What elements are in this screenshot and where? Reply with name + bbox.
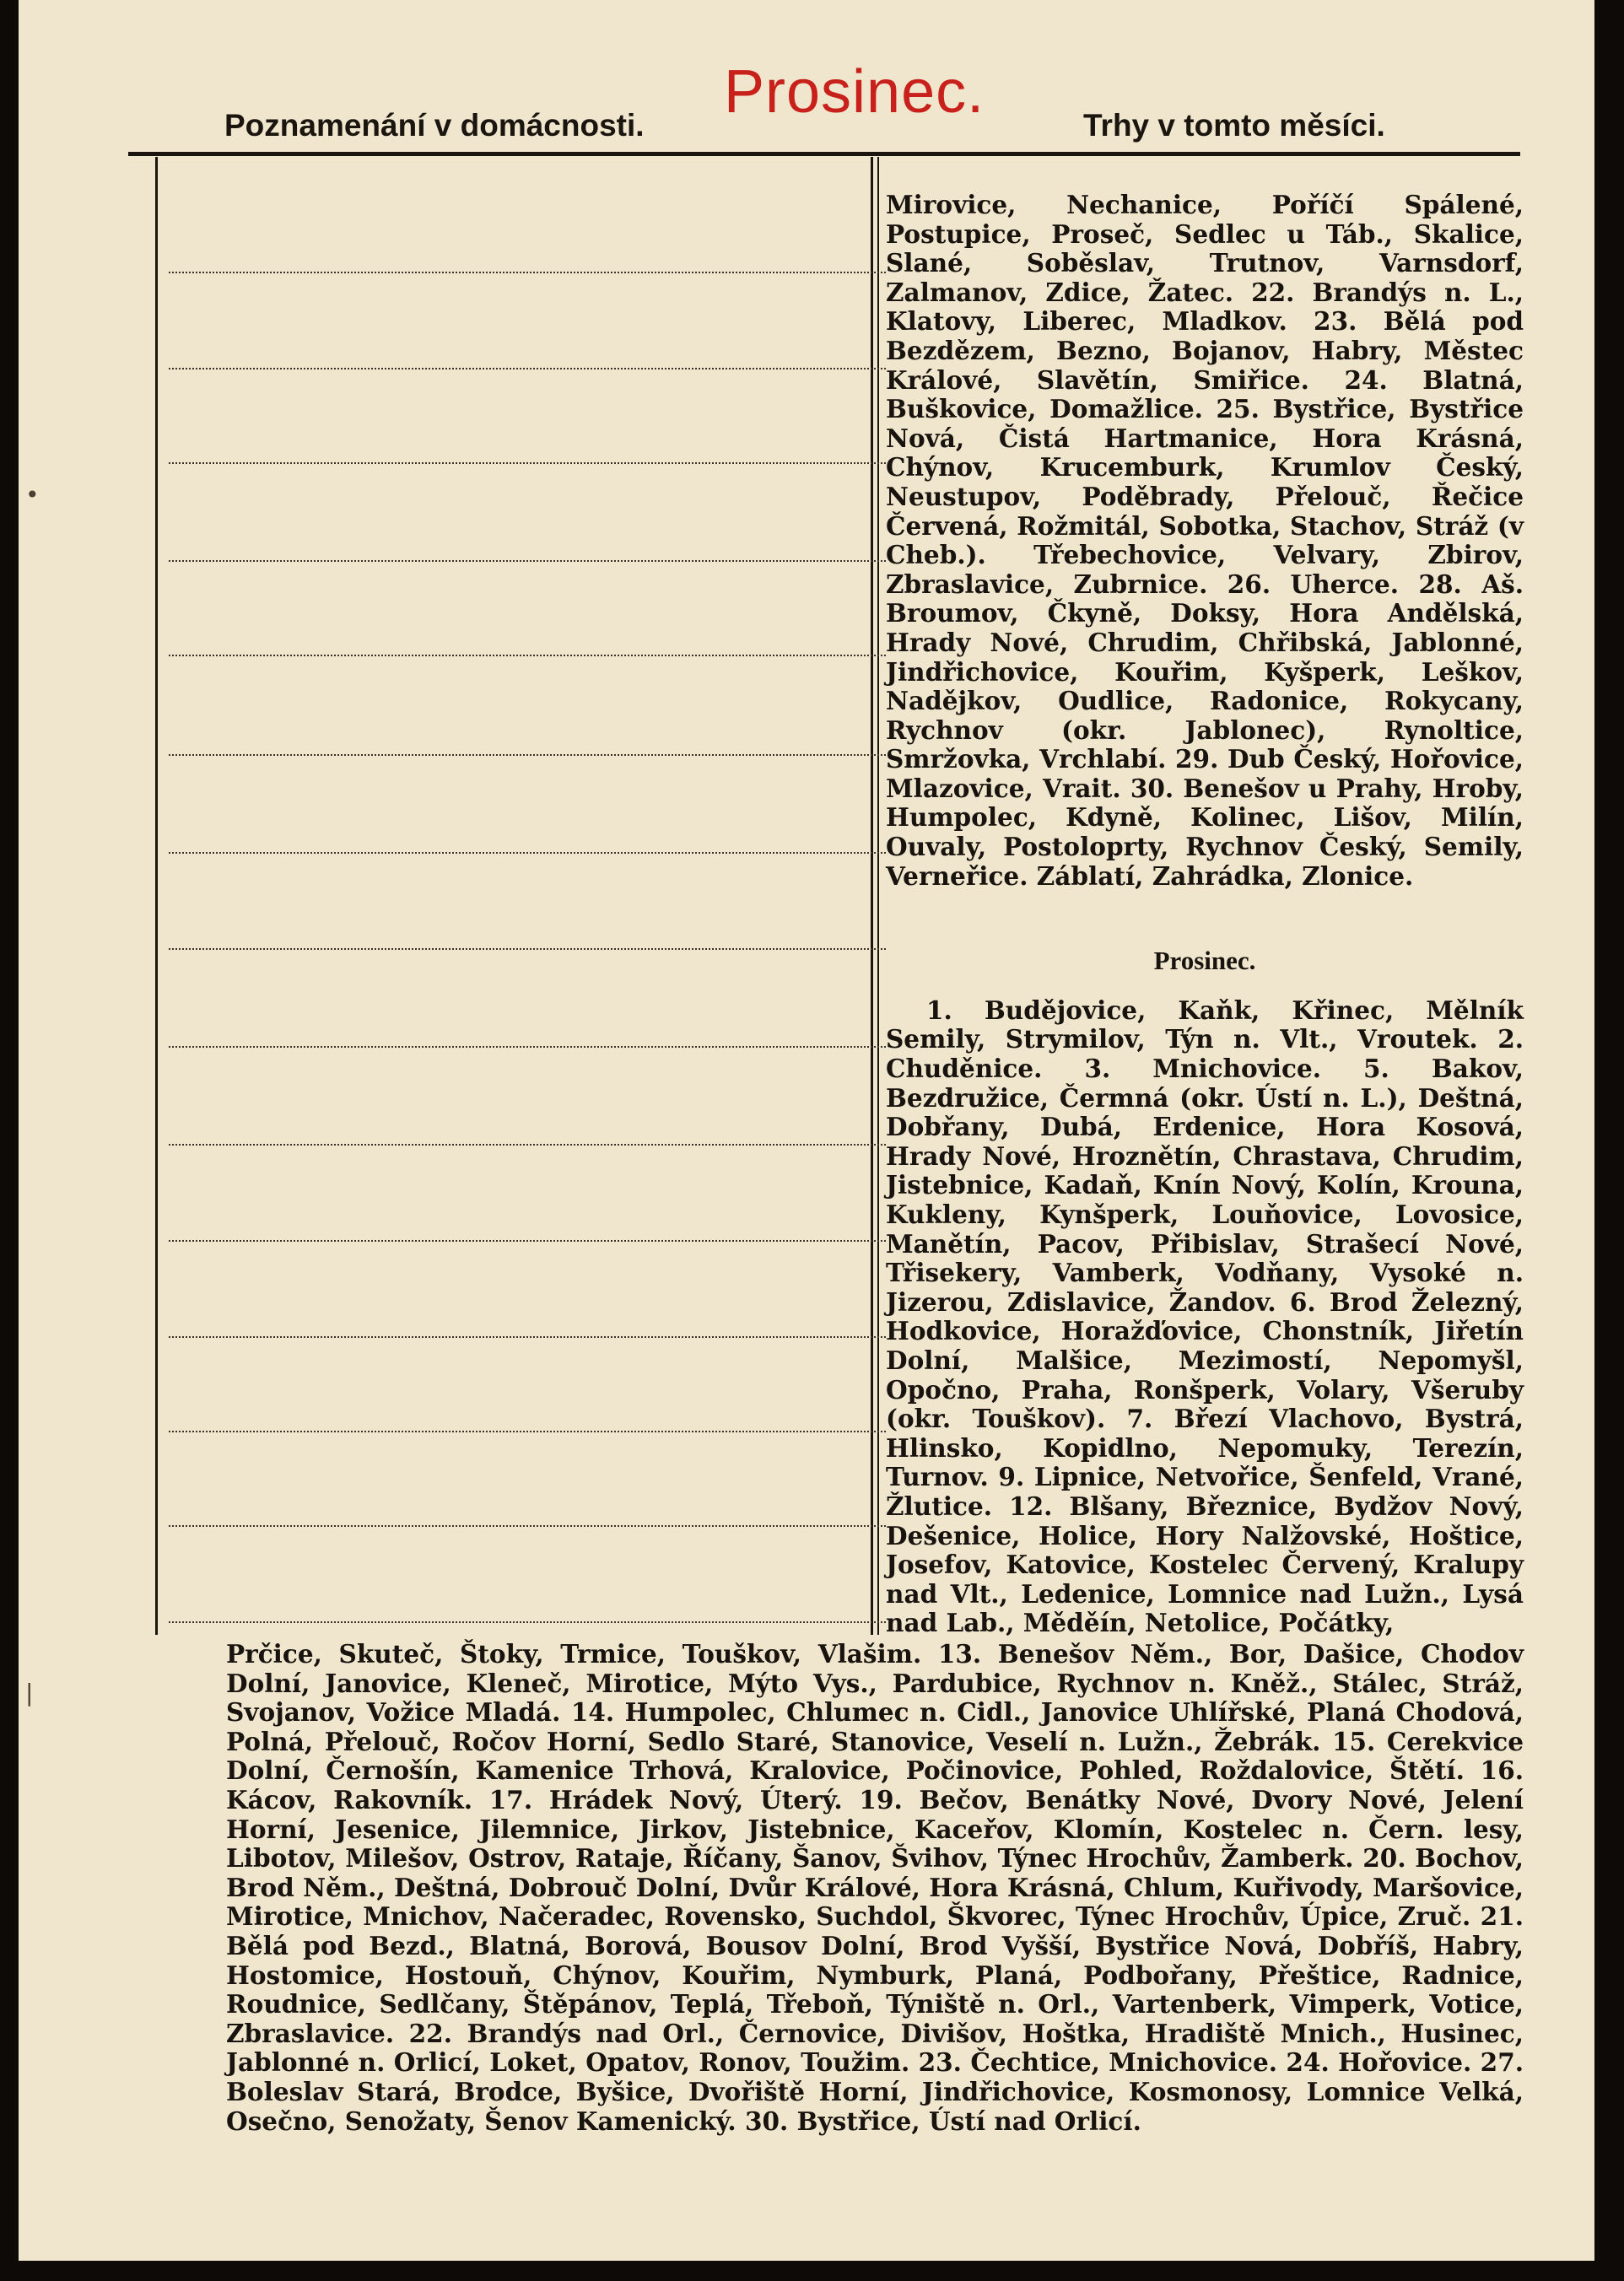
notes-right-border-inner <box>877 157 879 1635</box>
header-rule <box>128 152 1520 156</box>
december-markets: 1. Budějovice, Kaňk, Křinec, Mělník Semily, Strymilov, Týn n. Vlt., Vroutek. 2. Chuděnice. 3. Mnichovice. 5. Bakov, Bezdružice, Čermná (okr. Ústí n. L.), Deštná, Dobřany, Dubá, Erdenice, Hora Kosová, Hrady Nové, Hroznětín, Chrastava, Chrudim, Jistebnice, Kadaň, Knín Nový, Kolín, Krouna, Kukleny, Kynšperk, Louňovice, Lovosice, Manětín, Pacov, Přibislav, Strašecí Nové, Třisekery, Vamberk, Vodňany, Vysoké n. Jizerou, Zdislavice, Žandov. 6. Brod Železný, Hodkovice, Horažďovice, Chonstník, Jiřetín Dolní, Malšice, Mezimostí, Nepomyšl, Opočno, Praha, Ronšperk, Volary, Všeruby (okr. Touškov). 7. Březí Vlachovo, Bystrá, Hlinsko, Kopidlno, Nepomuky, Terezín, Turnov. 9. Lipnice, Netvořice, Šenfeld, Vrané, Žlutice. 12. Blšany, Březnice, Bydžov Nový, Dešenice, Holice, Hory Nalžovské, Hoštice, Josefov, Katovice, Kostelec Červený, Kralupy nad Vlt., Ledenice, Lomnice nad Lužn., Lysá nad Lab., Měděín, Netolice, Počátky, <box>886 995 1524 1638</box>
december-subheading: Prosinec. <box>1153 946 1256 976</box>
binding-mark: | <box>25 1679 34 1707</box>
notes-left-border <box>155 157 158 1635</box>
november-markets-continuation: Mirovice, Nechanice, Poříčí Spálené, Postupice, Proseč, Sedlec u Táb., Skalice, Slané, Soběslav, Trutnov, Varnsdorf, Zalmanov, Zdice, Žatec. 22. Brandýs n. L., Klatovy, Liberec, Mladkov. 23. Bělá pod Bezdězem, Bezno, Bojanov, Habry, Městec Králové, Slavětín, Smiřice. 24. Blatná, Buškovice, Domažlice. 25. Bystřice, Bystřice Nová, Čistá Hartmanice, Hora Krásná, Chýnov, Krucemburk, Krumlov Český, Neustupov, Poděbrady, Přelouč, Řečice Červená, Rožmitál, Sobotka, Stachov, Stráž (v Cheb.). Třebechovice, Velvary, Zbirov, Zbraslavice, Zubrnice. 26. Uherce. 28. Aš. Broumov, Čkyně, Doksy, Hora Andělská, Hrady Nové, Chrudim, Chřibská, Jablonné, Jindřichovice, Kouřim, Kyšperk, Leškov, Nadějkov, Oudlice, Radonice, Rokycany, Rychnov (okr. Jablonec), Rynoltice, Smržovka, Vrchlabí. 29. Dub Český, Hořovice, Mlazovice, Vrait. 30. Benešov u Prahy, Hroby, Humpolec, Kdyně, Kolinec, Lišov, Milín, Ouvaly, Postoloprty, Rychnov Český, Semily, Verneřice. Záblatí, Zahrádka, Zlonice. <box>886 190 1524 891</box>
page-title: Prosinec. <box>724 58 985 126</box>
note-line <box>169 560 886 562</box>
note-line <box>169 462 886 464</box>
december-markets-tail: Prčice, Skuteč, Štoky, Trmice, Touškov, Vlašim. 13. Benešov Něm., Bor, Dašice, Chodov Dolní, Janovice, Kleneč, Mirotice, Mýto Vys., Pardubice, Rychnov n. Kněž., Stálec, Stráž, Svojanov, Vožice Mladá. 14. Humpolec, Chlumec n. Cidl., Janovice Uhlířské, Planá Chodová, Polná, Přelouč, Ročov Horní, Sedlo Staré, Stanovice, Veselí n. Lužn., Žebrák. 15. Cerekvice Dolní, Černošín, Kamenice Trhová, Kralovice, Počinovice, Pohled, Roždalovice, Štětí. 16. Kácov, Rakovník. 17. Hrádek Nový, Úterý. 19. Bečov, Benátky Nové, Dvory Nové, Jelení Horní, Jesenice, Jilemnice, Jirkov, Jistebnice, Kaceřov, Klomín, Kostelec n. Čern. lesy, Libotov, Milešov, Ostrov, Rataje, Říčany, Šanov, Švihov, Týnec Hrochův, Žamberk. 20. Bochov, Brod Něm., Deštná, Dobrouč Dolní, Dvůr Králové, Hora Krásná, Chlum, Kuřivody, Maršovice, Mirotice, Mnichov, Načeradec, Rovensko, Suchdol, Škvorec, Týnec Hrochův, Úpice, Zruč. 21. Bělá pod Bezd., Blatná, Borová, Bousov Dolní, Brod Vyšší, Bystřice Nová, Dobříš, Habry, Hostomice, Hostouň, Chýnov, Kouřim, Nymburk, Planá, Podbořany, Přeštice, Radnice, Roudnice, Sedlčany, Štěpánov, Teplá, Třeboň, Týniště n. Orl., Vartenberk, Vimperk, Votice, Zbraslavice. 22. Brandýs nad Orl., Černovice, Divišov, Hoštka, Hradiště Mnich., Husinec, Jablonné n. Orlicí, Loket, Opatov, Ronov, Toužim. 23. Čechtice, Mnichovice. 24. Hořovice. 27. Boleslav Stará, Brodce, Byšice, Dvořiště Horní, Jindřichovice, Kosmonosy, Lomnice Velká, Osečno, Senožaty, Šenov Kamenický. 30. Bystřice, Ústí nad Orlicí. <box>226 1639 1524 2136</box>
note-line <box>169 272 886 273</box>
markets-column <box>886 191 1524 1638</box>
note-line <box>169 1240 886 1242</box>
notes-right-border-outer <box>871 157 873 1635</box>
note-line <box>169 1431 886 1432</box>
note-line <box>169 655 886 656</box>
almanac-page <box>19 0 1594 2261</box>
note-line <box>169 368 886 369</box>
note-line <box>169 852 886 854</box>
note-line <box>169 948 886 950</box>
note-line <box>169 1621 886 1623</box>
note-line <box>169 1144 886 1146</box>
note-line <box>169 754 886 756</box>
december-markets-continuation <box>226 1640 1524 2136</box>
note-line <box>169 1525 886 1527</box>
note-line <box>169 1046 886 1048</box>
note-line <box>169 1336 886 1338</box>
binding-mark: • <box>25 481 40 509</box>
household-notes-heading: Poznamenání v domácnosti. <box>224 108 645 143</box>
markets-heading: Trhy v tomto měsíci. <box>1083 108 1385 143</box>
